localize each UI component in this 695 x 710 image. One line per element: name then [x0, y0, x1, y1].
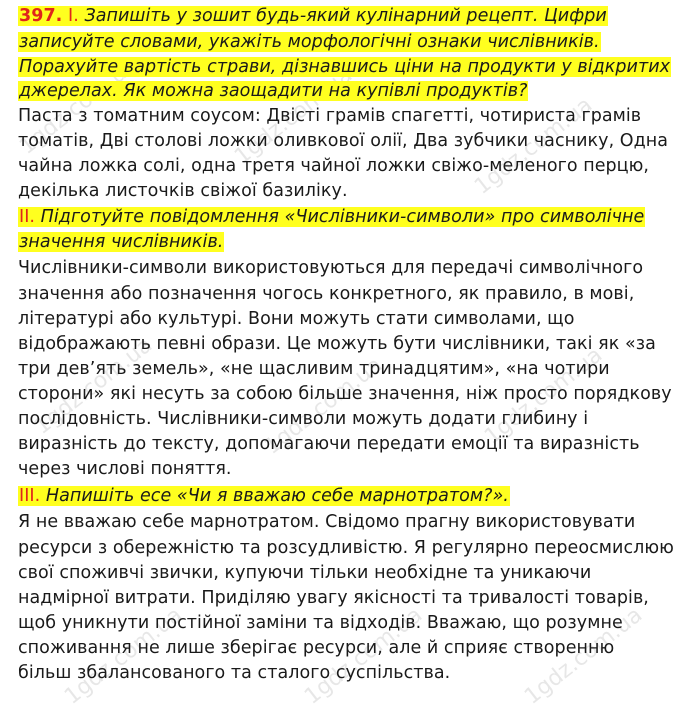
watermark: 1gdz.com.ua [470, 92, 598, 200]
watermark: 1gdz.com.ua [15, 52, 143, 160]
task-1-text: записуйте словами, укажіть морфологічні ознаки числівників. [19, 32, 600, 52]
task-1-line-1 [18, 4, 608, 28]
answer-1-line: Паста з томатним соусом: Двісті грамів спагетті, чотириста грамів [18, 106, 642, 126]
answer-3-line: свої споживчі звички, купуючи тільки необхідне та уникаючи [18, 563, 592, 583]
answer-2-line: послідовність. Числівники-символи можуть додати глибину і [18, 409, 589, 429]
answer-3-line: надмірної витрати. Приділяю увагу якісності та тривалості товарів, [18, 588, 649, 608]
answer-2-line: Числівники-символи використовуються для передачі символічного [18, 258, 644, 278]
task-1-line-4 [18, 79, 528, 103]
answer-3-line: щоб уникнути постійної заміни та відходів. Вважаю, що розумне [18, 613, 623, 633]
exercise-number: 397. [19, 6, 63, 26]
watermark: 1gdz.com.ua [260, 352, 388, 460]
answer-2-line: відображають певні образи. Це можуть бути числівники, такі як «за [18, 334, 656, 354]
watermark: 1gdz.com.ua [480, 342, 608, 450]
task-1-line-2 [18, 30, 601, 54]
answer-2-line: три дев’ять земель», «не щасливим тринадцятим», «на чотири [18, 359, 610, 379]
watermark: 1gdz.com.ua [520, 602, 648, 710]
watermark: 1gdz.com.ua [30, 332, 158, 440]
answer-1-line: томатів, Дві столові ложки оливкової олії, Два зубчики часнику, Одна [18, 131, 669, 151]
answer-2-line: через числові поняття. [18, 459, 232, 479]
answer-3-line: Я не вважаю себе марнотратом. Свідомо прагну використовувати [18, 512, 636, 532]
task-1-roman: І. [68, 6, 79, 26]
task-2-roman: II. [19, 207, 36, 227]
answer-2-line: виразність до тексту, допомагаючи передати емоції та виразність [18, 434, 640, 454]
task-2-line-1 [18, 205, 645, 229]
answer-2-line: сторони» які несуть за собою більше значення, ніж просто порядкову [18, 384, 672, 404]
task-1-text: Порахуйте вартість страви, дізнавшись ціни на продукти у відкритих [19, 57, 671, 77]
task-3-text: Напишіть есе «Чи я вважаю себе марнотратом?». [45, 486, 509, 506]
task-1-line-3 [18, 55, 671, 79]
task-2-text: значення числівників. [19, 232, 224, 252]
watermark: 1gdz.com.ua [230, 62, 358, 170]
answer-2-line: літературі або культурі. Вони можуть стати символами, що [18, 309, 575, 329]
answer-3-line: ресурси з обережністю та розсудливістю. Я регулярно переосмислюю [18, 538, 674, 558]
answer-1-line: чайна ложка солі, одна третя чайної ложки свіжо-меленого перцю, [18, 156, 650, 176]
answer-1-line: декілька листочків свіжої базиліку. [18, 181, 348, 201]
task-2-text: Підготуйте повідомлення «Числівники-символи» про символічне [40, 207, 645, 227]
task-3-line-1 [18, 484, 510, 508]
task-2-line-2 [18, 230, 224, 254]
answer-2-line: значення або позначення чогось конкретного, як правило, в мові, [18, 284, 635, 304]
answer-3-line: більш збалансованого та сталого суспільства. [18, 663, 451, 683]
task-3-roman: III. [19, 486, 41, 506]
task-1-text: Запишіть у зошит будь-який кулінарний рецепт. Цифри [84, 6, 607, 26]
task-1-text: джерелах. Як можна заощадити на купівлі продуктів? [19, 81, 528, 101]
answer-3-line: споживання не лише зберігає ресурси, але й сприяє створенню [18, 638, 615, 658]
watermark: 1gdz.com.ua [60, 602, 188, 710]
watermark: 1gdz.com.ua [300, 602, 428, 710]
